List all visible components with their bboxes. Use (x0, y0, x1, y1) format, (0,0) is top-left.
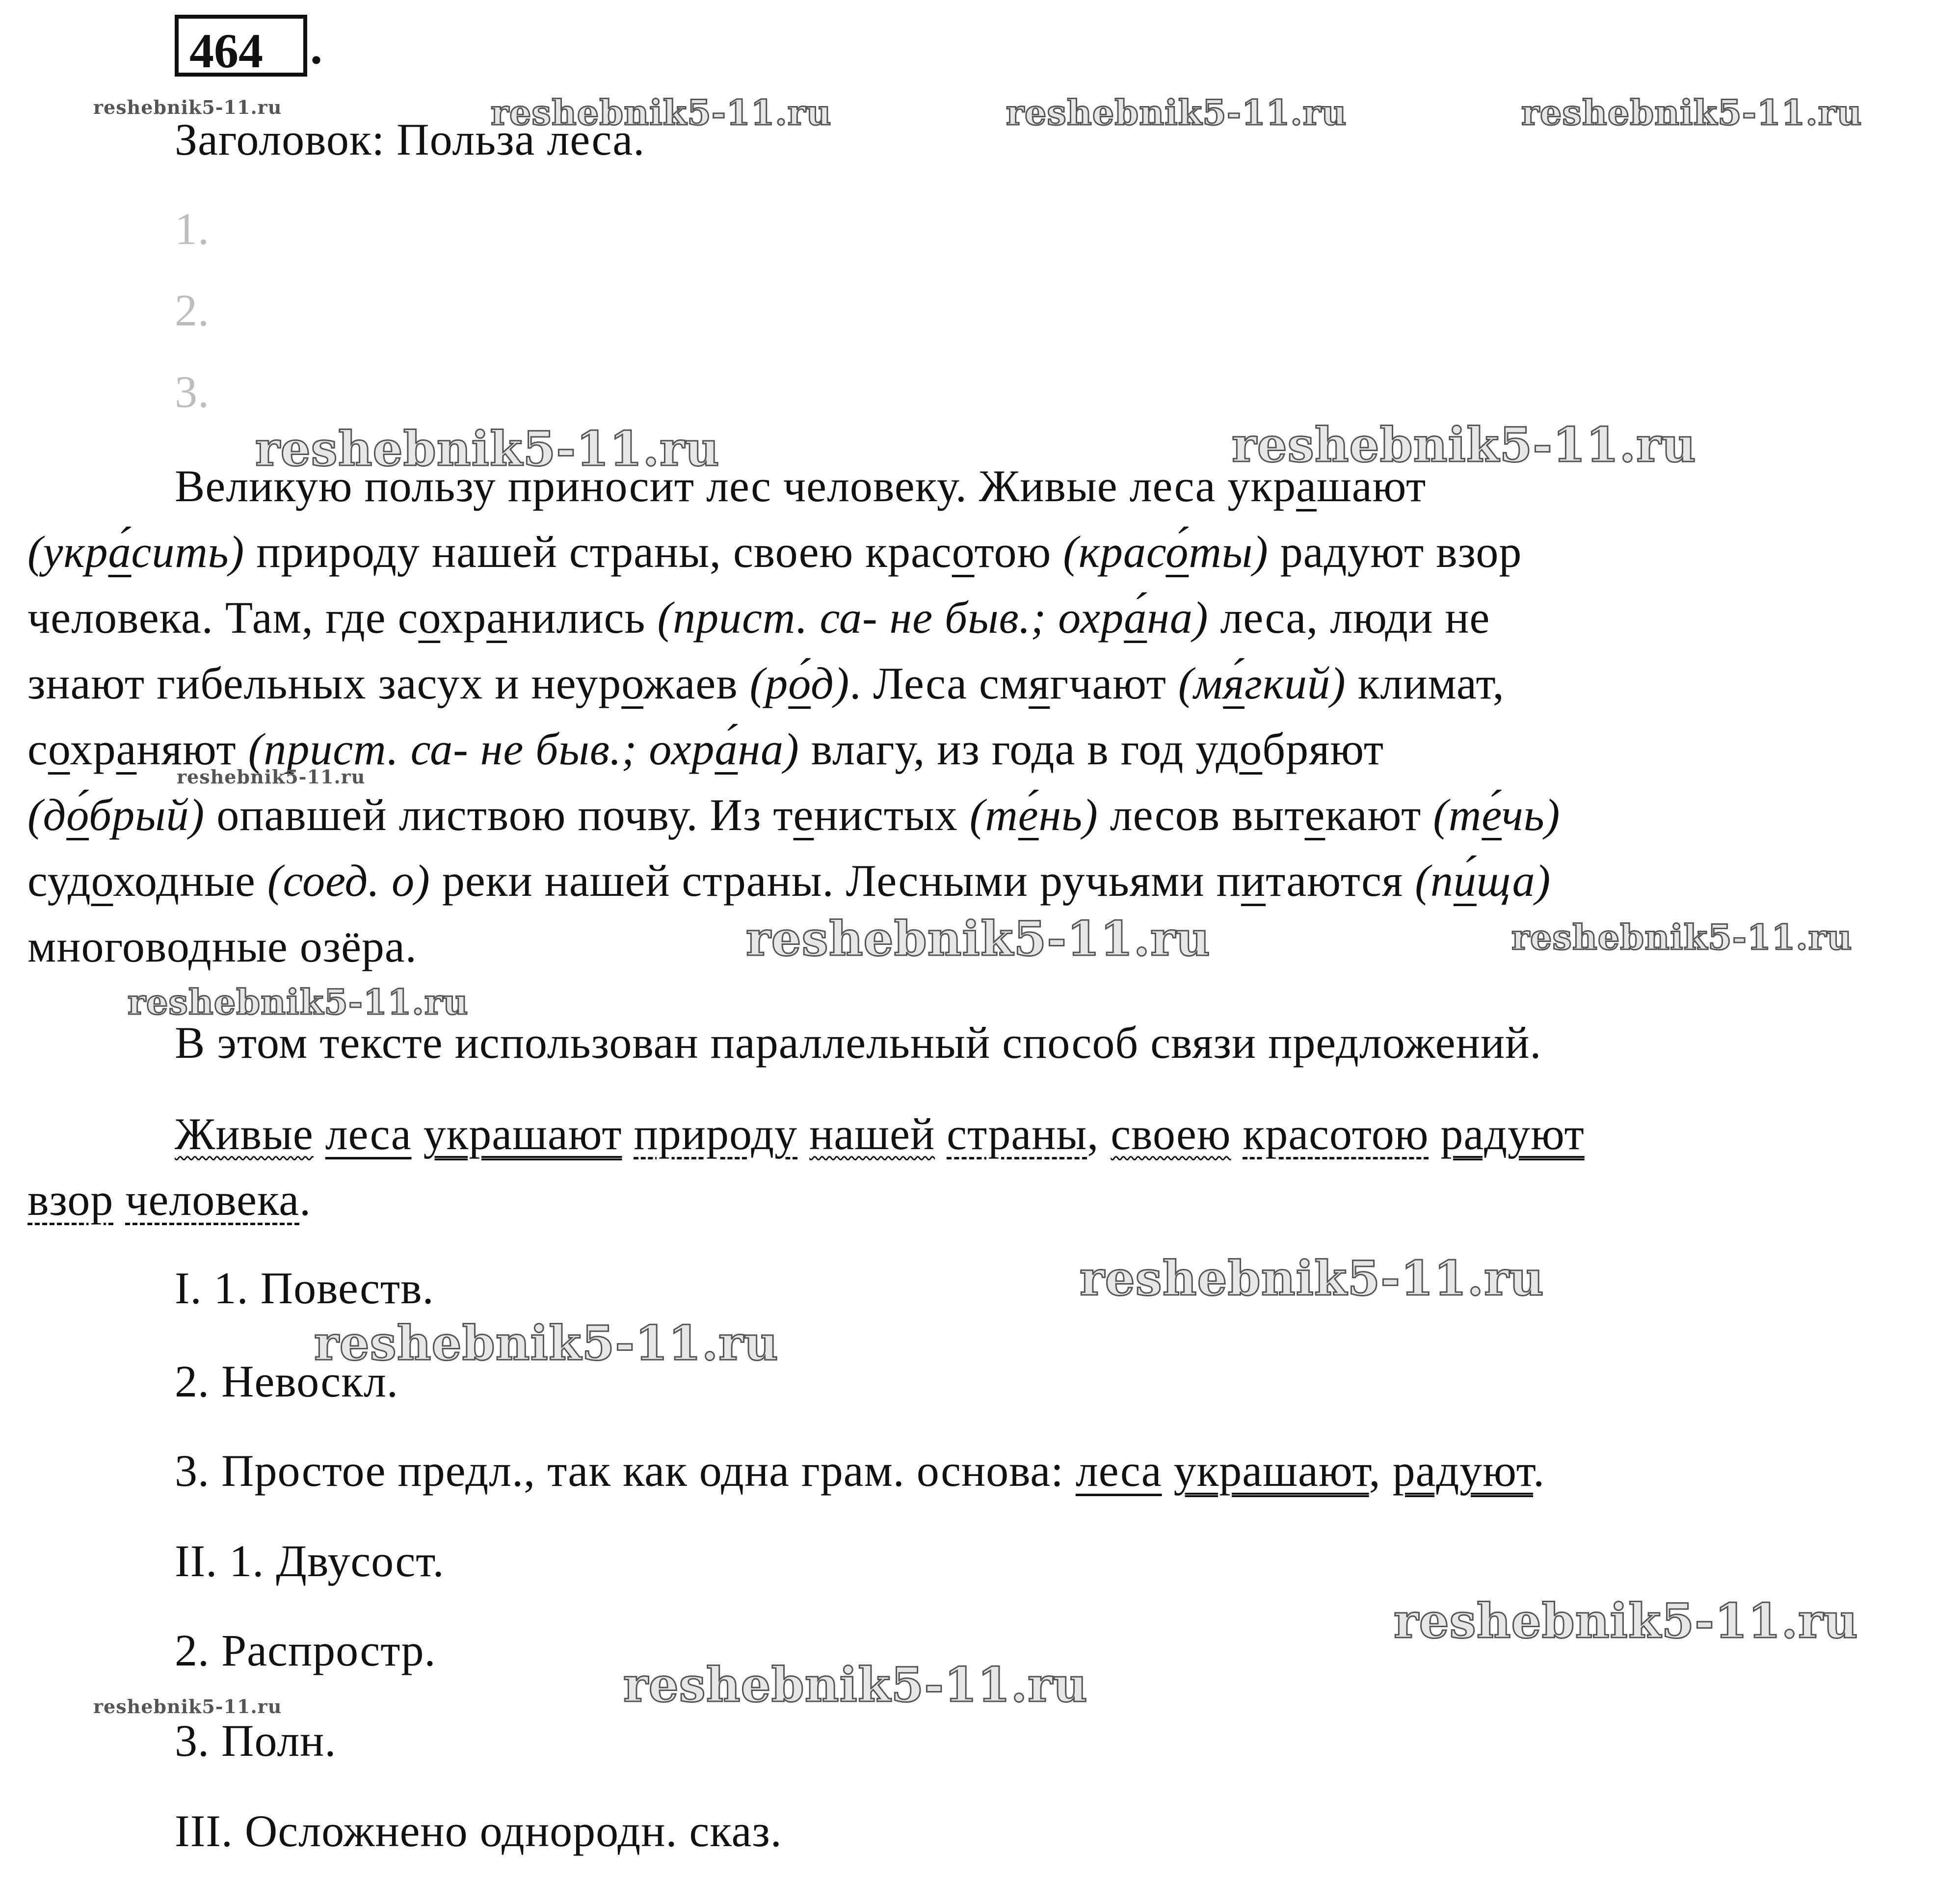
paragraph-text: (т (969, 790, 1018, 840)
paragraph-text: (м (1178, 658, 1223, 708)
orthogram: о (621, 658, 643, 708)
task-number-box (175, 15, 307, 77)
title: Заголовок: Польза леса. (175, 114, 645, 164)
analysis-6: 3. Полн. (175, 1716, 337, 1766)
paragraph-text: чь) (1501, 790, 1561, 840)
paragraph-text: (соед. о) (267, 856, 430, 906)
orthogram: о (418, 592, 441, 643)
watermark: reshebnik5-11.ru (314, 1316, 779, 1371)
orthogram: а́ (1124, 592, 1147, 643)
orthogram: е́ (1482, 790, 1502, 840)
paragraph-text: ходные (113, 856, 267, 906)
sentence-member: леса (325, 1109, 412, 1159)
paragraph-text: реки нашей страны. Лесными ручьями п (430, 856, 1241, 906)
paragraph-text: шают (1316, 461, 1427, 511)
paragraph-text: многоводные озёра. (27, 921, 417, 971)
watermark: reshebnik5-11.ru (623, 1657, 1088, 1713)
watermark: reshebnik5-11.ru (1511, 917, 1853, 958)
orthogram: я (1029, 658, 1050, 708)
sentence-member: красотою (1243, 1109, 1429, 1159)
orthogram: о́ (1165, 527, 1189, 577)
paragraph-text: (укр (27, 527, 108, 577)
punctuation (935, 1109, 947, 1159)
paragraph-line (27, 592, 1490, 643)
orthogram: а́ (108, 527, 132, 577)
paragraph-text: (д (27, 790, 67, 840)
analysis-3-text: 3. Простое предл., так как одна грам. основа: (175, 1446, 1076, 1496)
paragraph-text: ща) (1476, 856, 1551, 906)
point-3: 3. (175, 367, 210, 417)
parsed-line (27, 1175, 312, 1225)
paragraph-text: нились (507, 592, 658, 643)
paragraph-text: (т (1433, 790, 1482, 840)
paragraph-text: природу нашей страны, своею крас (244, 527, 952, 577)
task-number-dot: . (310, 20, 322, 74)
paragraph-text: леса, люди не (1208, 592, 1490, 643)
orthogram: а́ (715, 724, 738, 774)
punctuation (1429, 1109, 1440, 1159)
paragraph-line (27, 527, 1522, 577)
punctuation: , (1087, 1109, 1111, 1159)
watermark: reshebnik5-11.ru (255, 421, 720, 477)
punctuation (113, 1175, 125, 1225)
watermark: reshebnik5-11.ru (1394, 1593, 1858, 1649)
connection-note: В этом тексте использован параллельный способ связи предложений. (175, 1018, 1542, 1068)
watermark: reshebnik5-11.ru (93, 1695, 282, 1718)
watermark: reshebnik5-11.ru (1006, 92, 1347, 133)
watermark: reshebnik5-11.ru (1521, 92, 1862, 133)
orthogram: а (486, 592, 507, 643)
sentence-member: нашей (809, 1109, 935, 1159)
analysis-3-subject: леса (1075, 1446, 1162, 1496)
watermark: reshebnik5-11.ru (746, 911, 1211, 967)
paragraph-text: няют (136, 724, 248, 774)
sentence-member: украшают (423, 1109, 622, 1159)
orthogram: и́ (1453, 856, 1477, 906)
paragraph-text: человека. Там, где с (27, 592, 419, 643)
sentence-member: своею (1111, 1109, 1231, 1159)
punctuation (1231, 1109, 1243, 1159)
paragraph-text: влагу, из года в год уд (799, 724, 1240, 774)
paragraph-text: гчают (1050, 658, 1178, 708)
paragraph-line (27, 856, 1551, 906)
paragraph-text: суд (27, 856, 91, 906)
watermark: reshebnik5-11.ru (128, 982, 469, 1022)
paragraph-text: радуют взор (1268, 527, 1522, 577)
paragraph-text: . Леса см (849, 658, 1029, 708)
paragraph-text: д) (811, 658, 850, 708)
paragraph-text: хр (70, 724, 116, 774)
point-1: 1. (175, 204, 210, 254)
paragraph-line (27, 921, 417, 971)
orthogram: о (91, 856, 113, 906)
punctuation (412, 1109, 424, 1159)
analysis-3: 3. Простое предл., так как одна грам. основа: леса украшают, радуют. (175, 1446, 1545, 1496)
orthogram: о́ (788, 658, 811, 708)
paragraph-text: на) (738, 724, 799, 774)
orthogram: е (1304, 790, 1325, 840)
orthogram: о (952, 527, 975, 577)
paragraph-text: таются (1266, 856, 1415, 906)
orthogram: и (1241, 856, 1266, 906)
paragraph-text: (прист. са- не быв.; охр (657, 592, 1124, 643)
punctuation (797, 1109, 809, 1159)
sentence-member: страны (947, 1109, 1087, 1159)
paragraph-text: сить) (131, 527, 245, 577)
paragraph-text: (прист. са- не быв.; охр (248, 724, 715, 774)
paragraph-text: (п (1415, 856, 1454, 906)
paragraph-text: лесов выт (1098, 790, 1305, 840)
paragraph-text: хр (440, 592, 487, 643)
orthogram: о (1239, 724, 1263, 774)
paragraph-line (27, 790, 1561, 840)
paragraph-text: гкий) (1245, 658, 1346, 708)
watermark: reshebnik5-11.ru (177, 766, 366, 788)
orthogram: я́ (1223, 658, 1245, 708)
orthogram: е́ (1018, 790, 1039, 840)
sentence-member: Живые (175, 1109, 314, 1159)
orthogram: е (793, 790, 814, 840)
watermark: reshebnik5-11.ru (1080, 1251, 1544, 1306)
paragraph-text: ты) (1189, 527, 1269, 577)
orthogram: о (48, 724, 70, 774)
orthogram: о́ (66, 790, 89, 840)
paragraph-line (27, 726, 1384, 772)
parsed-line (175, 1109, 1585, 1159)
task-number: 464 (189, 24, 263, 78)
orthogram: а (116, 724, 137, 774)
sentence-member: природу (634, 1109, 798, 1159)
paragraph-text: знают гибельных засух и неур (27, 658, 622, 708)
paragraph-text: брый) (88, 790, 205, 840)
paragraph-text: климат, (1346, 658, 1505, 708)
paragraph-text: нь) (1038, 790, 1098, 840)
paragraph-text: с (27, 724, 48, 774)
point-2: 2. (175, 285, 210, 335)
punctuation (622, 1109, 634, 1159)
watermark: reshebnik5-11.ru (1232, 417, 1696, 473)
punctuation (314, 1109, 325, 1159)
sentence-member: радуют (1440, 1109, 1585, 1159)
analysis-1: I. 1. Повеств. (175, 1263, 434, 1313)
paragraph-line (27, 658, 1505, 708)
analysis-5: 2. Распростр. (175, 1625, 436, 1675)
analysis-4: II. 1. Двусост. (175, 1536, 445, 1586)
paragraph-text: (крас (1063, 527, 1166, 577)
paragraph-text: тою (974, 527, 1063, 577)
watermark: reshebnik5-11.ru (93, 96, 282, 118)
punctuation: . (299, 1175, 312, 1225)
paragraph-text: жаев (643, 658, 750, 708)
paragraph-text: кают (1325, 790, 1433, 840)
sentence-member: человека (125, 1175, 300, 1225)
paragraph-text: опавшей листвою почву. Из т (205, 790, 794, 840)
analysis-7: III. Осложнено однородн. сказ. (175, 1806, 782, 1856)
paragraph-text: на) (1147, 592, 1209, 643)
watermark: reshebnik5-11.ru (491, 92, 832, 133)
orthogram: а (1296, 461, 1317, 511)
paragraph-text: нистых (814, 790, 970, 840)
analysis-3-predicate-1: украшают (1173, 1446, 1369, 1496)
analysis-2: 2. Невоскл. (175, 1356, 398, 1406)
paragraph-text: (р (749, 658, 789, 708)
sentence-member: взор (27, 1175, 114, 1225)
analysis-3-predicate-2: радуют (1392, 1446, 1534, 1496)
paragraph-text: Великую пользу приносит лес человеку. Живые леса укр (175, 461, 1297, 511)
paragraph-text: бряют (1262, 724, 1384, 774)
